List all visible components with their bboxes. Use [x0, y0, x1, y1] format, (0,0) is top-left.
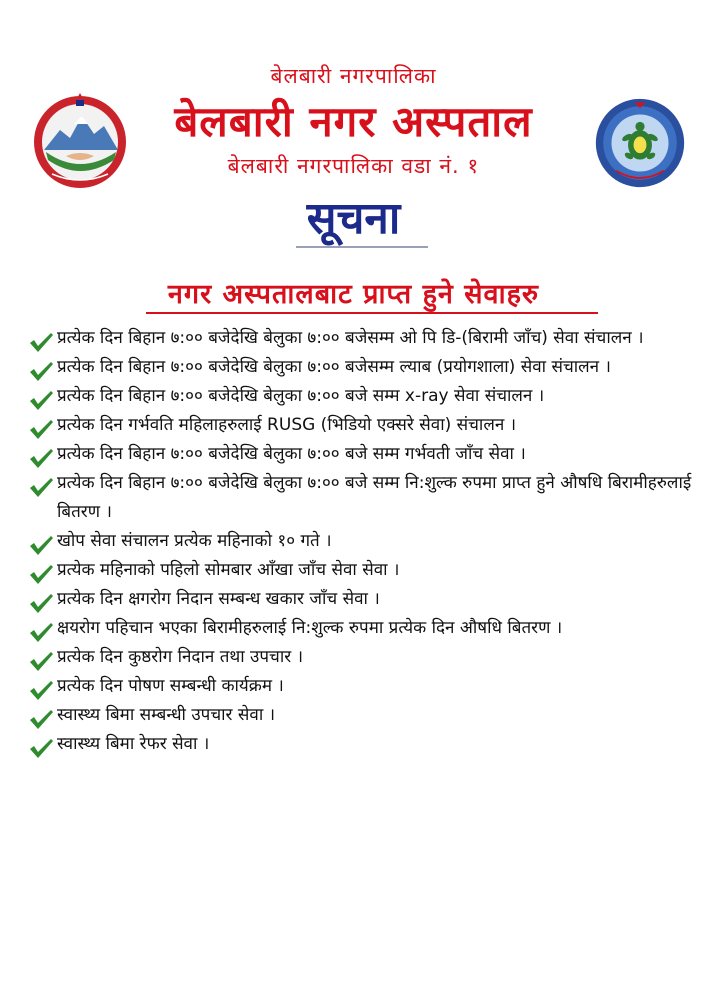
service-text: प्रत्येक दिन क्षगरोग निदान सम्बन्ध खकार जाँच सेवा ।: [57, 589, 380, 609]
service-text: प्रत्येक दिन बिहान ७:०० बजेदेखि बेलुका ७:०० बजे सम्म नि:शुल्क रुपमा प्राप्त हुने औषधि बिरामीहरुलाई बितरण ।: [57, 473, 692, 522]
notice-title: सूचना: [306, 193, 401, 244]
service-item: [28, 701, 700, 730]
checkmark-icon: [28, 737, 55, 759]
service-text: प्रत्येक महिनाको पहिलो सोमबार आँखा जाँच सेवा सेवा ।: [57, 560, 400, 580]
service-text: प्रत्येक दिन कुष्ठरोग निदान तथा उपचार ।: [57, 647, 304, 667]
service-item: [28, 556, 700, 585]
checkmark-icon: [28, 650, 55, 672]
service-item: [28, 643, 700, 672]
service-text: प्रत्येक दिन बिहान ७:०० बजेदेखि बेलुका ७:०० बजे सम्म गर्भवती जाँच सेवा ।: [57, 444, 526, 464]
service-item: [28, 585, 700, 614]
services-underline: [146, 312, 598, 314]
service-item: [28, 672, 700, 701]
service-item: [28, 353, 700, 382]
service-item: [28, 469, 700, 527]
service-text: स्वास्थ्य बिमा सम्बन्धी उपचार सेवा ।: [57, 705, 276, 725]
municipality-name: बेलबारी नगरपालिका: [270, 64, 437, 88]
checkmark-icon: [28, 679, 55, 701]
checkmark-icon: [28, 331, 55, 353]
service-text: प्रत्येक दिन बिहान ७:०० बजेदेखि बेलुका ७:०० बजेसम्म ओ पि डि-(बिरामी जाँच) सेवा संचालन ।: [57, 328, 644, 348]
checkmark-icon: [28, 447, 55, 469]
service-item: [28, 527, 700, 556]
checkmark-icon: [28, 418, 55, 440]
service-item: [28, 324, 700, 353]
service-text: प्रत्येक दिन बिहान ७:०० बजेदेखि बेलुका ७:०० बजे सम्म x-ray सेवा संचालन ।: [57, 386, 545, 406]
notice-header: [0, 0, 707, 250]
service-item: [28, 382, 700, 411]
service-item: [28, 440, 700, 469]
checkmark-icon: [28, 563, 55, 585]
service-text: प्रत्येक दिन बिहान ७:०० बजेदेखि बेलुका ७:०० बजेसम्म ल्याब (प्रयोगशाला) सेवा संचालन ।: [57, 357, 611, 377]
checkmark-icon: [28, 360, 55, 382]
checkmark-icon: [28, 389, 55, 411]
services-heading: नगर अस्पतालबाट प्राप्त हुने सेवाहरु: [167, 279, 540, 310]
service-item: [28, 730, 700, 759]
checkmark-icon: [28, 592, 55, 614]
service-text: प्रत्येक दिन गर्भवति महिलाहरुलाई RUSG (भिडियो एक्सरे सेवा) संचालन ।: [57, 415, 517, 435]
checkmark-icon: [28, 621, 55, 643]
service-item: [28, 614, 700, 643]
service-text: प्रत्येक दिन पोषण सम्बन्धी कार्यक्रम ।: [57, 676, 284, 696]
services-list: [28, 324, 700, 759]
service-text: क्षयरोग पहिचान भएका बिरामीहरुलाई नि:शुल्क रुपमा प्रत्येक दिन औषधि बितरण ।: [57, 618, 563, 638]
service-item: [28, 411, 700, 440]
service-text: खोप सेवा संचालन प्रत्येक महिनाको १० गते ।: [57, 531, 332, 551]
ward-number: बेलबारी नगरपालिका वडा नं. १: [227, 154, 480, 178]
checkmark-icon: [28, 534, 55, 556]
turtle-emblem-icon: [594, 97, 686, 189]
checkmark-icon: [28, 476, 55, 498]
checkmark-icon: [28, 708, 55, 730]
service-text: स्वास्थ्य बिमा रेफर सेवा ।: [57, 734, 210, 754]
notice-underline: [296, 246, 428, 248]
hospital-name: बेलबारी नगर अस्पताल: [174, 97, 533, 146]
